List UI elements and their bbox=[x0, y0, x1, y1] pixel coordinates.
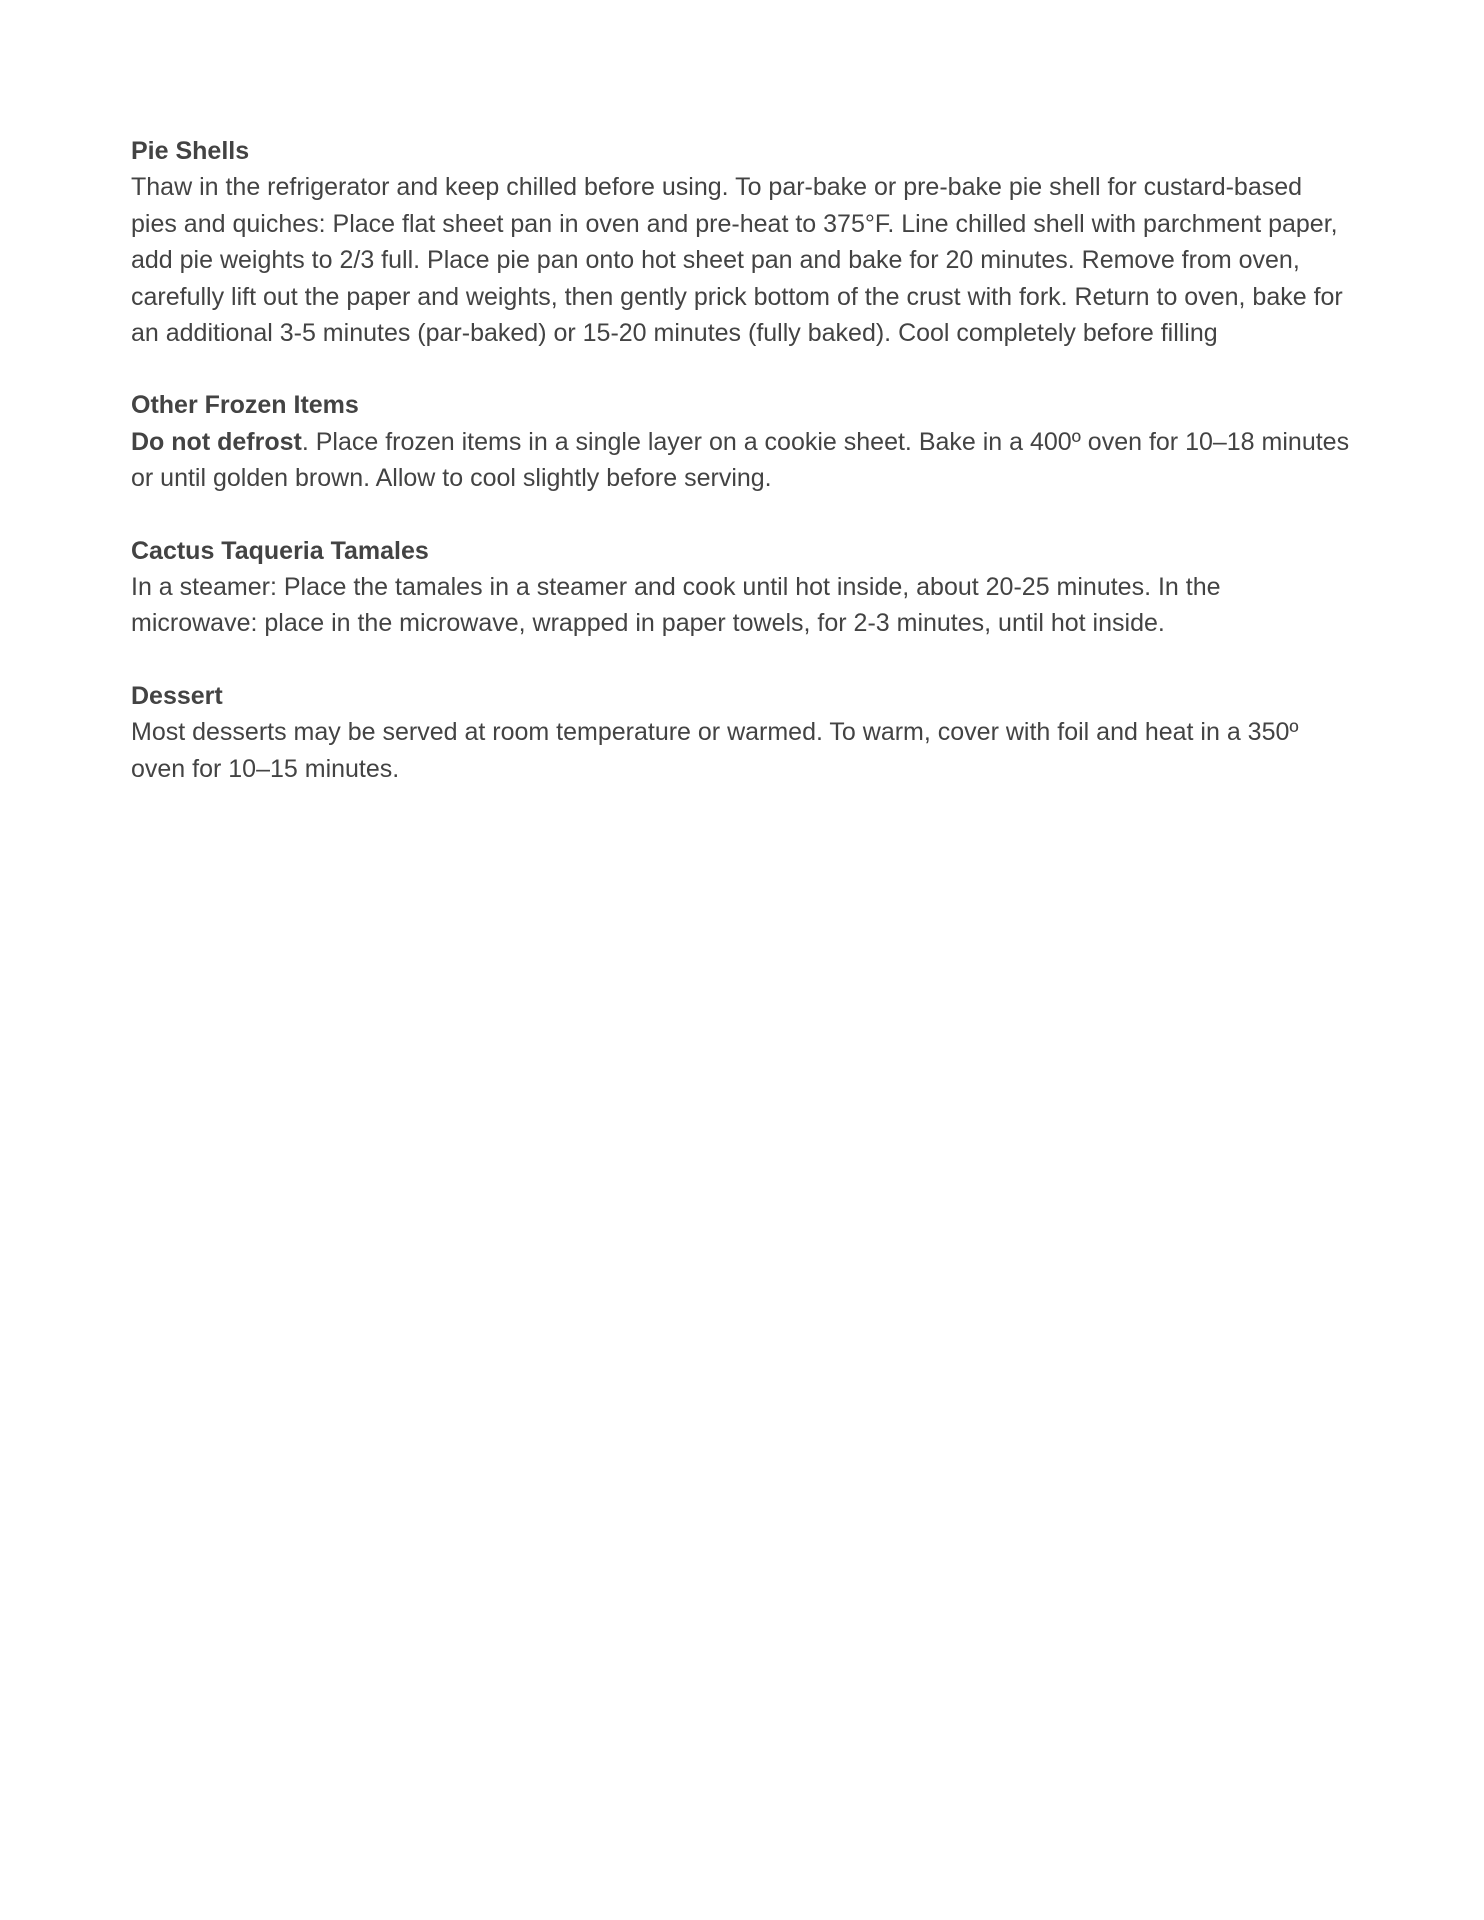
section-text: In a steamer: Place the tamales in a steamer and cook until hot inside, about 20-25 minutes. In the microwave: place in the microwave, wrapped in paper towels, for 2-3 minutes, until hot inside. bbox=[131, 573, 1221, 638]
document-page bbox=[131, 133, 1353, 823]
section-title: Pie Shells bbox=[131, 137, 250, 165]
section-text: Most desserts may be served at room temperature or warmed. To warm, cover with foil and heat in a 350º oven for 10–15 minutes. bbox=[131, 718, 1299, 783]
section-lead: Do not defrost bbox=[131, 427, 302, 456]
section-title: Other Frozen Items bbox=[131, 391, 359, 420]
section-cactus-taqueria-tamales bbox=[131, 533, 1353, 642]
section-body bbox=[131, 714, 1353, 787]
section-dessert bbox=[131, 678, 1353, 787]
section-title: Dessert bbox=[131, 681, 223, 710]
section-pie-shells bbox=[131, 133, 1353, 351]
section-body bbox=[131, 424, 1353, 497]
section-other-frozen-items bbox=[131, 387, 1353, 496]
section-body bbox=[131, 169, 1353, 351]
section-title: Cactus Taqueria Tamales bbox=[131, 536, 429, 565]
section-text: Thaw in the refrigerator and keep chilled before using. To par-bake or pre-bake pie shell for custard-based pies and quiches: Place flat sheet pan in oven and pre-heat to 375°F. Line chilled shell with parchment paper, add pie weights to 2/3 full. Place pie pan onto hot sheet pan and bake for 20 minutes. Remove from oven, carefully lift out the paper and weights, then gently prick bottom of the crust with fork. Return to oven, bake for an additional 3-5 minutes (par-baked) or 15-20 minutes (fully baked). Cool completely before filling bbox=[131, 173, 1343, 348]
section-text: . Place frozen items in a single layer on a cookie sheet. Bake in a 400º oven for 10–18 minutes or until golden brown. Allow to cool slightly before serving. bbox=[131, 427, 1350, 493]
section-body bbox=[131, 569, 1353, 642]
